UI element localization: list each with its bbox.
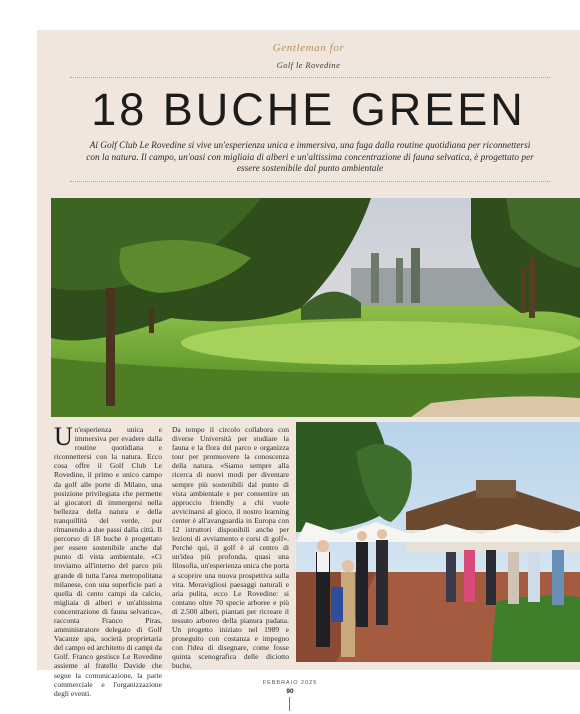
issue-date: FEBBRAIO 2025 (262, 680, 318, 686)
article-dek: Al Golf Club Le Rovedine si vive un'esperienza unica e immersiva, una fuga dalla routine quotidiana per riconnettersi con la natura. Il campo, un'oasi con migliaia di alberi e un'altissima concentrazione di fauna selvatica, è progettato per essere sostenibile dal punto ambientale (86, 141, 534, 174)
article-column-2: Da tempo il circolo collabora con diverse Università per studiare la fauna e la flora del parco e organizza tour per promuovere la conoscenza della natura. «Siamo sempre alla ricerca di nuovi modi per diventare sempre più sostenibili dal punto di vista ambientale e per consentire un approccio friendly a chi vuole avvicinarsi al gioco, il nostro learning center è all'avanguardia in Europa con 12 istruttori disponibili anche per lezioni di avviamento e corsi di golf». Perché qui, il golf è al centro di un'idea più profonda, quasi una filosofia, un'esperienza unica che porta a scoprire una nuova prospettiva sulla vita. Meravigliosi paesaggi naturali e aria pulita, ecco Le Rovedine: si contano oltre 70 specie arboree e più di 2.500 alberi, piantati per ricreare il tessuto arboreo della pianura padana. Un progetto iniziato nel 1989 e proseguito con costanza e impegno con l'idea di disegnare, come fosse quinta scenografica delle diciotto buche, (172, 425, 289, 671)
divider-top (70, 77, 550, 78)
page-number: 90 (286, 688, 294, 695)
divider-middle (70, 181, 550, 182)
section-subtitle: Golf le Rovedine (276, 60, 341, 70)
footer-tick (289, 697, 290, 711)
clubhouse-event-photo (296, 422, 580, 662)
golf-course-photo (51, 198, 580, 417)
article-column-1 (54, 422, 162, 698)
section-kicker: Gentleman for (272, 42, 345, 54)
drop-cap: U (54, 422, 73, 451)
article-column-1-text: n'esperienza unica e immersiva per evadere dalla routine quotidiana e riconnettersi con la natura. Ecco cosa offre il Golf Club Le Rovedine, il primo e unico campo da golf alle porte di Milano, una posizione privilegiata che permette ai giocatori di immergersi nella bellezza della natura e della tranquillità del verde, pur rimanendo a due passi dalla città. Il percorso di 18 buche è progettato per essere sostenibile anche dal punto di vista ambientale. «Ci troviamo all'interno del parco più grande di tutta l'area metropolitana milanese, con una superficie pari a quella di cento campi da calcio, migliaia di alberi e un'altissima concentrazione di fauna selvatica», racconta Franco Piras, amministratore delegato di Golf Vacanze spa, società proprietaria del campo ed architetto di campi da Golf. Franco gestisce Le Rovedine assieme al fratello Davide che segue la comunicazione, la parte commerciale e l'organizzazione degli eventi. (54, 425, 162, 698)
article-title: 18 BUCHE GREEN (91, 84, 526, 135)
